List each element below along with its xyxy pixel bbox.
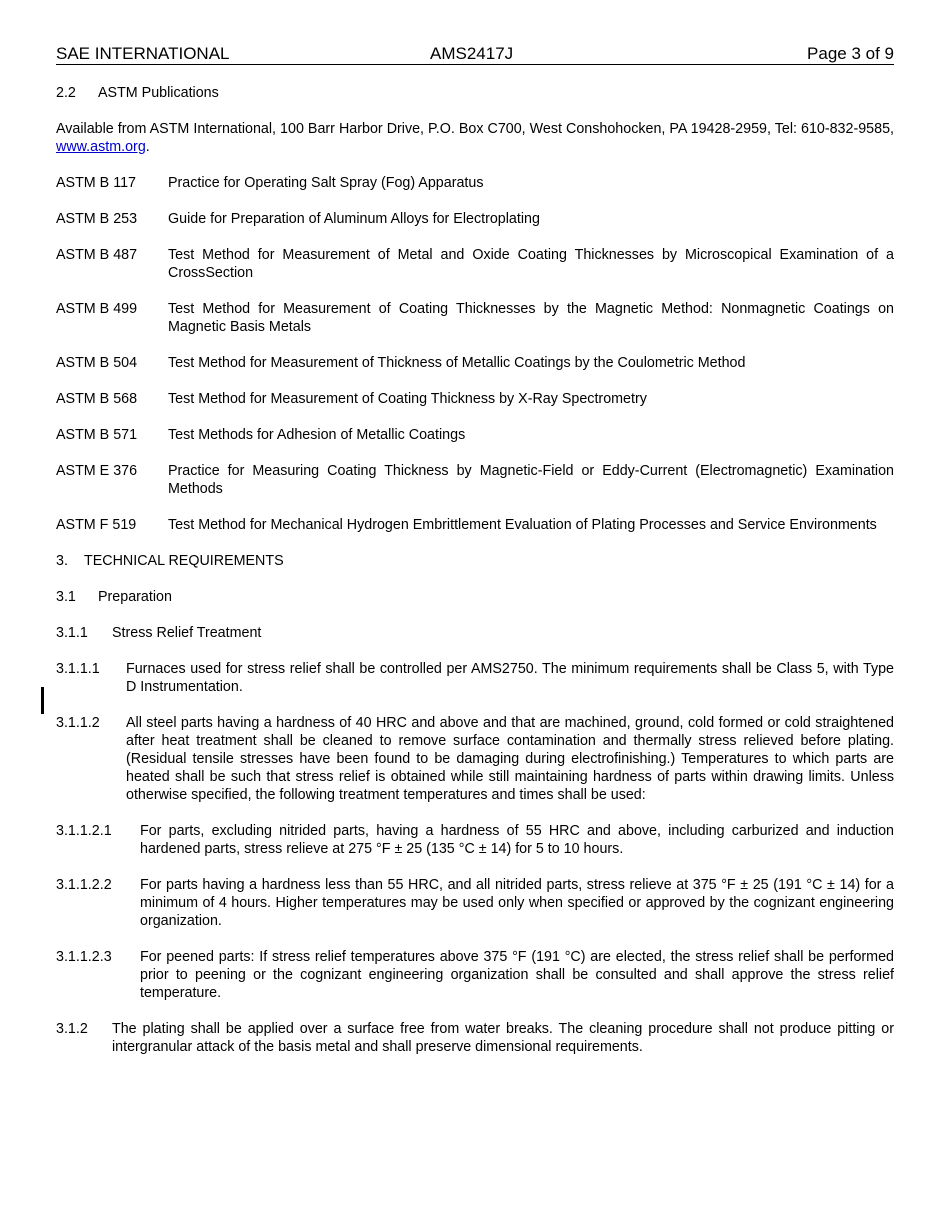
reference-code: ASTM B 568: [56, 391, 138, 407]
clause-3-1-1-2-1: [56, 822, 894, 858]
clause-3-1-1-2-2: [56, 876, 894, 930]
reference-title: Test Method for Measurement of Coating Thicknesses by the Magnetic Method: Nonmagnetic Coatings on Magnetic Basis Metals: [168, 301, 894, 335]
clause-number: 3.1.1.2.2: [56, 877, 112, 893]
clause-text: The plating shall be applied over a surface free from water breaks. The cleaning procedure shall not produce pitting or intergranular attack of the basis metal and shall preserve dimensional requirements.: [112, 1021, 894, 1055]
section-number: 3.: [56, 553, 68, 569]
reference-code: ASTM B 117: [56, 175, 136, 191]
header-document-number: AMS2417J: [430, 44, 514, 63]
clause-text: All steel parts having a hardness of 40 HRC and above and that are machined, ground, cold formed or cold straightened after heat treatment shall be cleaned to remove surface contamination and thermally stress relieved before plating. (Residual tensile stresses have been found to be damaging during electrofinishing.) Temperatures to which parts are heated shall be such that stress relief is obtained while still maintaining hardness of parts within drawing limits. Unless otherwise specified, the following treatment temperatures and times shall be used:: [126, 715, 894, 803]
reference-code: ASTM B 499: [56, 301, 138, 317]
clause-text: Furnaces used for stress relief shall be controlled per AMS2750. The minimum requirements shall be Class 5, with Type D Instrumentation.: [126, 661, 894, 695]
clause-number: 3.1.1.2.3: [56, 949, 112, 965]
reference-title: Practice for Operating Salt Spray (Fog) Apparatus: [168, 175, 484, 191]
reference-item: [56, 246, 894, 282]
clause-text: For peened parts: If stress relief temperatures above 375 °F (191 °C) are elected, the stress relief shall be performed prior to peening or the cognizant engineering organization shall be consulted and shall approve the stress relief temperature.: [140, 949, 894, 1001]
astm-website-link[interactable]: www.astm.org: [56, 139, 146, 155]
document-body: [56, 84, 894, 1074]
section-heading-2-2: [56, 84, 894, 102]
reference-item: [56, 462, 894, 498]
reference-code: ASTM B 487: [56, 247, 138, 263]
section-heading-3-1-1: [56, 624, 894, 642]
section-title: TECHNICAL REQUIREMENTS: [84, 553, 284, 569]
section-number: 2.2: [56, 85, 76, 101]
astm-availability-paragraph: [56, 120, 894, 156]
clause-number: 3.1.1.2: [56, 715, 100, 731]
reference-code: ASTM B 504: [56, 355, 138, 371]
reference-item: [56, 390, 894, 408]
reference-item: [56, 354, 894, 372]
clause-number: 3.1.1.1: [56, 661, 100, 677]
page-header: [56, 44, 894, 65]
section-number: 3.1: [56, 589, 76, 605]
reference-item: [56, 210, 894, 228]
section-heading-3-1: [56, 588, 894, 606]
reference-title: Test Method for Measurement of Coating Thickness by X-Ray Spectrometry: [168, 391, 647, 407]
clause-number: 3.1.2: [56, 1021, 88, 1037]
clause-3-1-1-2-3: [56, 948, 894, 1002]
section-heading-3: [56, 552, 894, 570]
header-page-number: Page 3 of 9: [807, 44, 894, 63]
clause-3-1-1-2: [56, 714, 894, 804]
reference-title: Guide for Preparation of Aluminum Alloys for Electroplating: [168, 211, 540, 227]
clause-text: For parts, excluding nitrided parts, having a hardness of 55 HRC and above, including carburized and induction hardened parts, stress relieve at 275 °F ± 25 (135 °C ± 14) for 5 to 10 hours.: [140, 823, 894, 857]
section-title: Preparation: [98, 589, 172, 605]
reference-title: Test Method for Measurement of Metal and Oxide Coating Thicknesses by Microscopical Examination of a CrossSection: [168, 247, 894, 281]
reference-item: [56, 516, 894, 534]
link-suffix: .: [145, 139, 150, 155]
reference-title: Practice for Measuring Coating Thickness by Magnetic-Field or Eddy-Current (Electromagnetic) Examination Methods: [168, 463, 894, 497]
reference-item: [56, 300, 894, 336]
reference-title: Test Methods for Adhesion of Metallic Coatings: [168, 427, 466, 443]
revision-change-bar: [41, 687, 44, 714]
section-number: 3.1.1: [56, 625, 88, 641]
header-organization: SAE INTERNATIONAL: [56, 44, 230, 63]
reference-code: ASTM B 571: [56, 427, 138, 443]
clause-3-1-1-1: [56, 660, 894, 696]
availability-text: Available from ASTM International, 100 Barr Harbor Drive, P.O. Box C700, West Conshohocken, PA 19428-2959, Tel: 610-832-9585,: [56, 121, 894, 137]
reference-title: Test Method for Measurement of Thickness of Metallic Coatings by the Coulometric Method: [168, 355, 746, 371]
section-title: ASTM Publications: [98, 85, 219, 101]
reference-item: [56, 426, 894, 444]
reference-list: [56, 174, 894, 534]
reference-code: ASTM B 253: [56, 211, 138, 227]
reference-code: ASTM E 376: [56, 463, 138, 479]
section-title: Stress Relief Treatment: [112, 625, 262, 641]
reference-item: [56, 174, 894, 192]
clause-text: For parts having a hardness less than 55 HRC, and all nitrided parts, stress relieve at 375 °F ± 25 (191 °C ± 14) for a minimum of 4 hours. Higher temperatures may be used only when specified or approved by the cognizant engineering organization.: [140, 877, 894, 929]
clause-number: 3.1.1.2.1: [56, 823, 112, 839]
reference-title: Test Method for Mechanical Hydrogen Embrittlement Evaluation of Plating Processes and Service Environments: [168, 517, 877, 533]
reference-code: ASTM F 519: [56, 517, 137, 533]
clause-3-1-2: [56, 1020, 894, 1056]
